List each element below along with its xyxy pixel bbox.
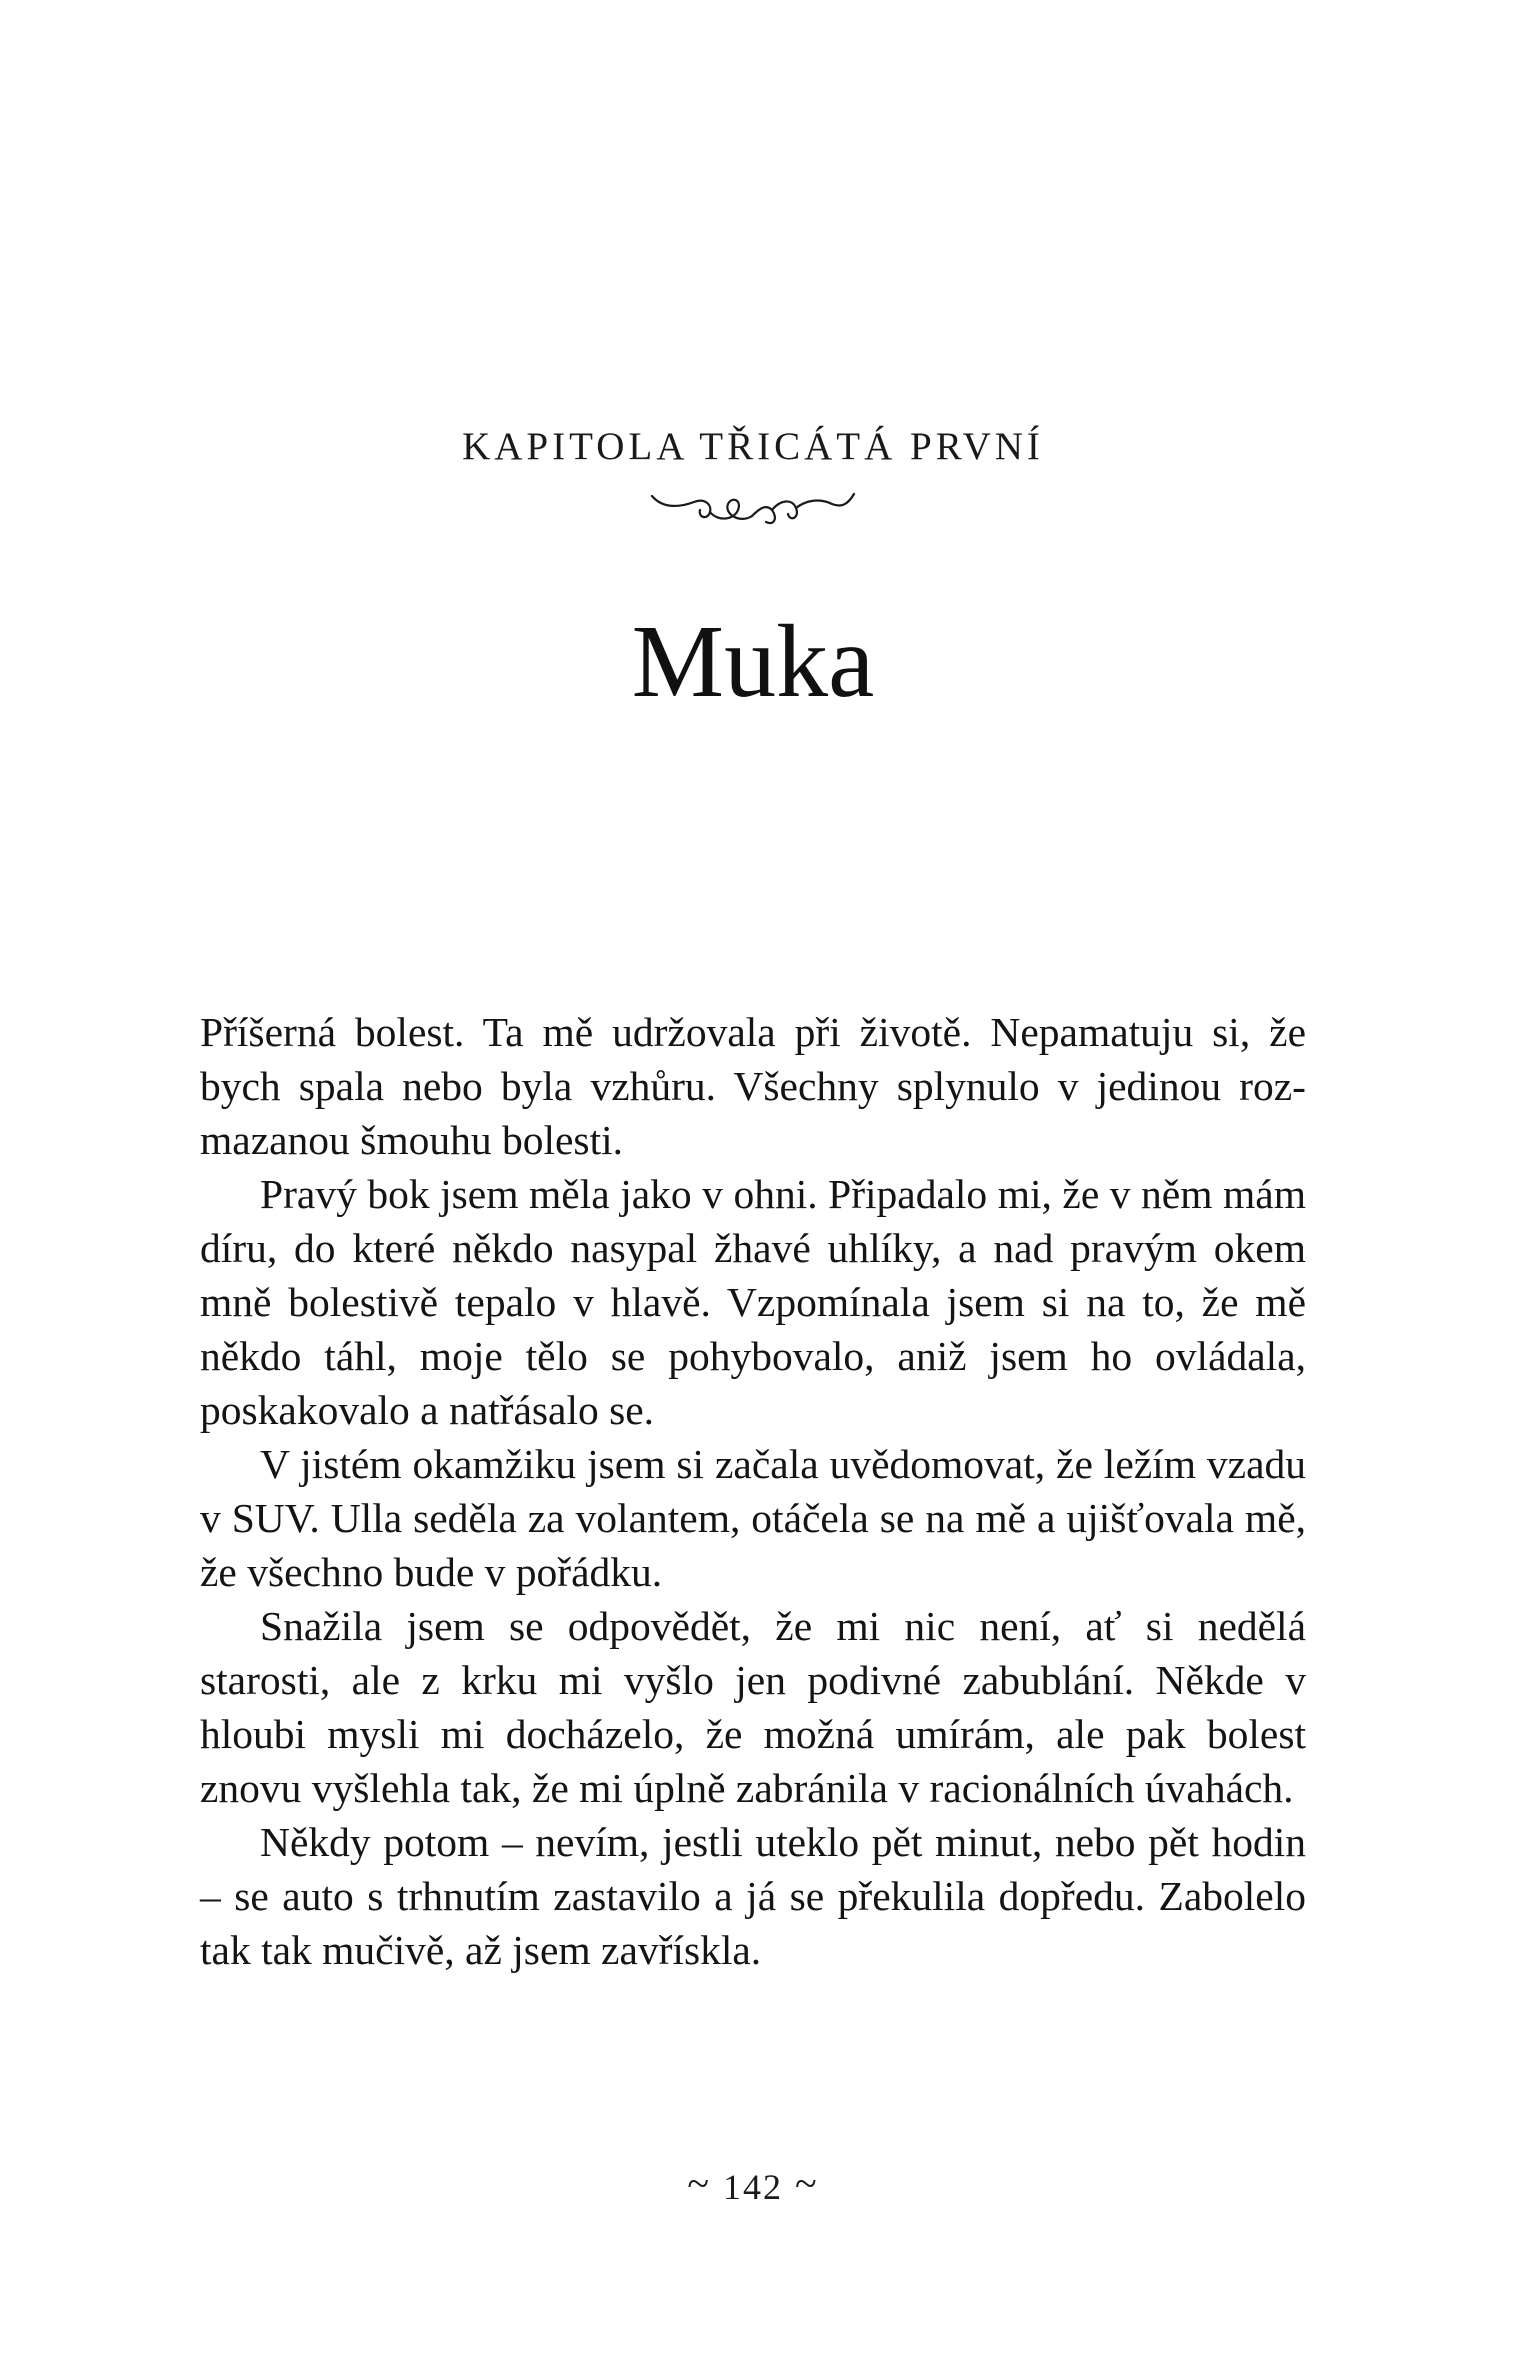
tilde-right: ~ [795,2161,819,2206]
page-number: 142 [723,2167,783,2207]
flourish-ornament-icon [648,486,858,532]
chapter-label: KAPITOLA TŘICÁTÁ PRVNÍ [462,425,1044,468]
paragraph-1: Příšerná bolest. Ta mě udržovala při životě. Nepamatuju si, že bych spala nebo byla vzhůru. Všechny splynulo v jedinou rozmazanou šmouhu bolesti. [200,1009,1306,1163]
paragraph-3: V jistém okamžiku jsem si začala uvědomovat, že ležím vzadu v SUV. Ulla seděla za volantem, otáčela se na mě a ujišťovala mě, že všechno bude v pořádku. [200,1441,1306,1595]
tilde-left: ~ [687,2161,711,2206]
paragraph-5: Někdy potom – nevím, jestli uteklo pět minut, nebo pět hodin – se auto s trhnutím zastavilo a já se překulila dopředu. Zabolelo tak tak mučivě, až jsem zavřískla. [200,1819,1306,1973]
chapter-title: Muka [631,604,875,719]
paragraph-2: Pravý bok jsem měla jako v ohni. Připadalo mi, že v něm mám díru, do které někdo nasypal žhavé uhlíky, a nad pravým okem mně bolestivě tepalo v hlavě. Vzpomínala jsem si na to, že mě někdo táhl, moje tělo se pohybovalo, aniž jsem ho ovládala, poskakovalo a natřásalo se. [200,1171,1306,1433]
page-footer [0,2160,1506,2208]
paragraph-4: Snažila jsem se odpovědět, že mi nic není, ať si nedělá starosti, ale z krku mi vyšlo jen podivné zabublání. Někde v hloubi mysli mi docházelo, že možná umírám, ale pak bolest znovu vyšlehla tak, že mi úplně zabránila v racionálních úvahách. [200,1603,1306,1811]
chapter-body [200,1005,1306,1977]
